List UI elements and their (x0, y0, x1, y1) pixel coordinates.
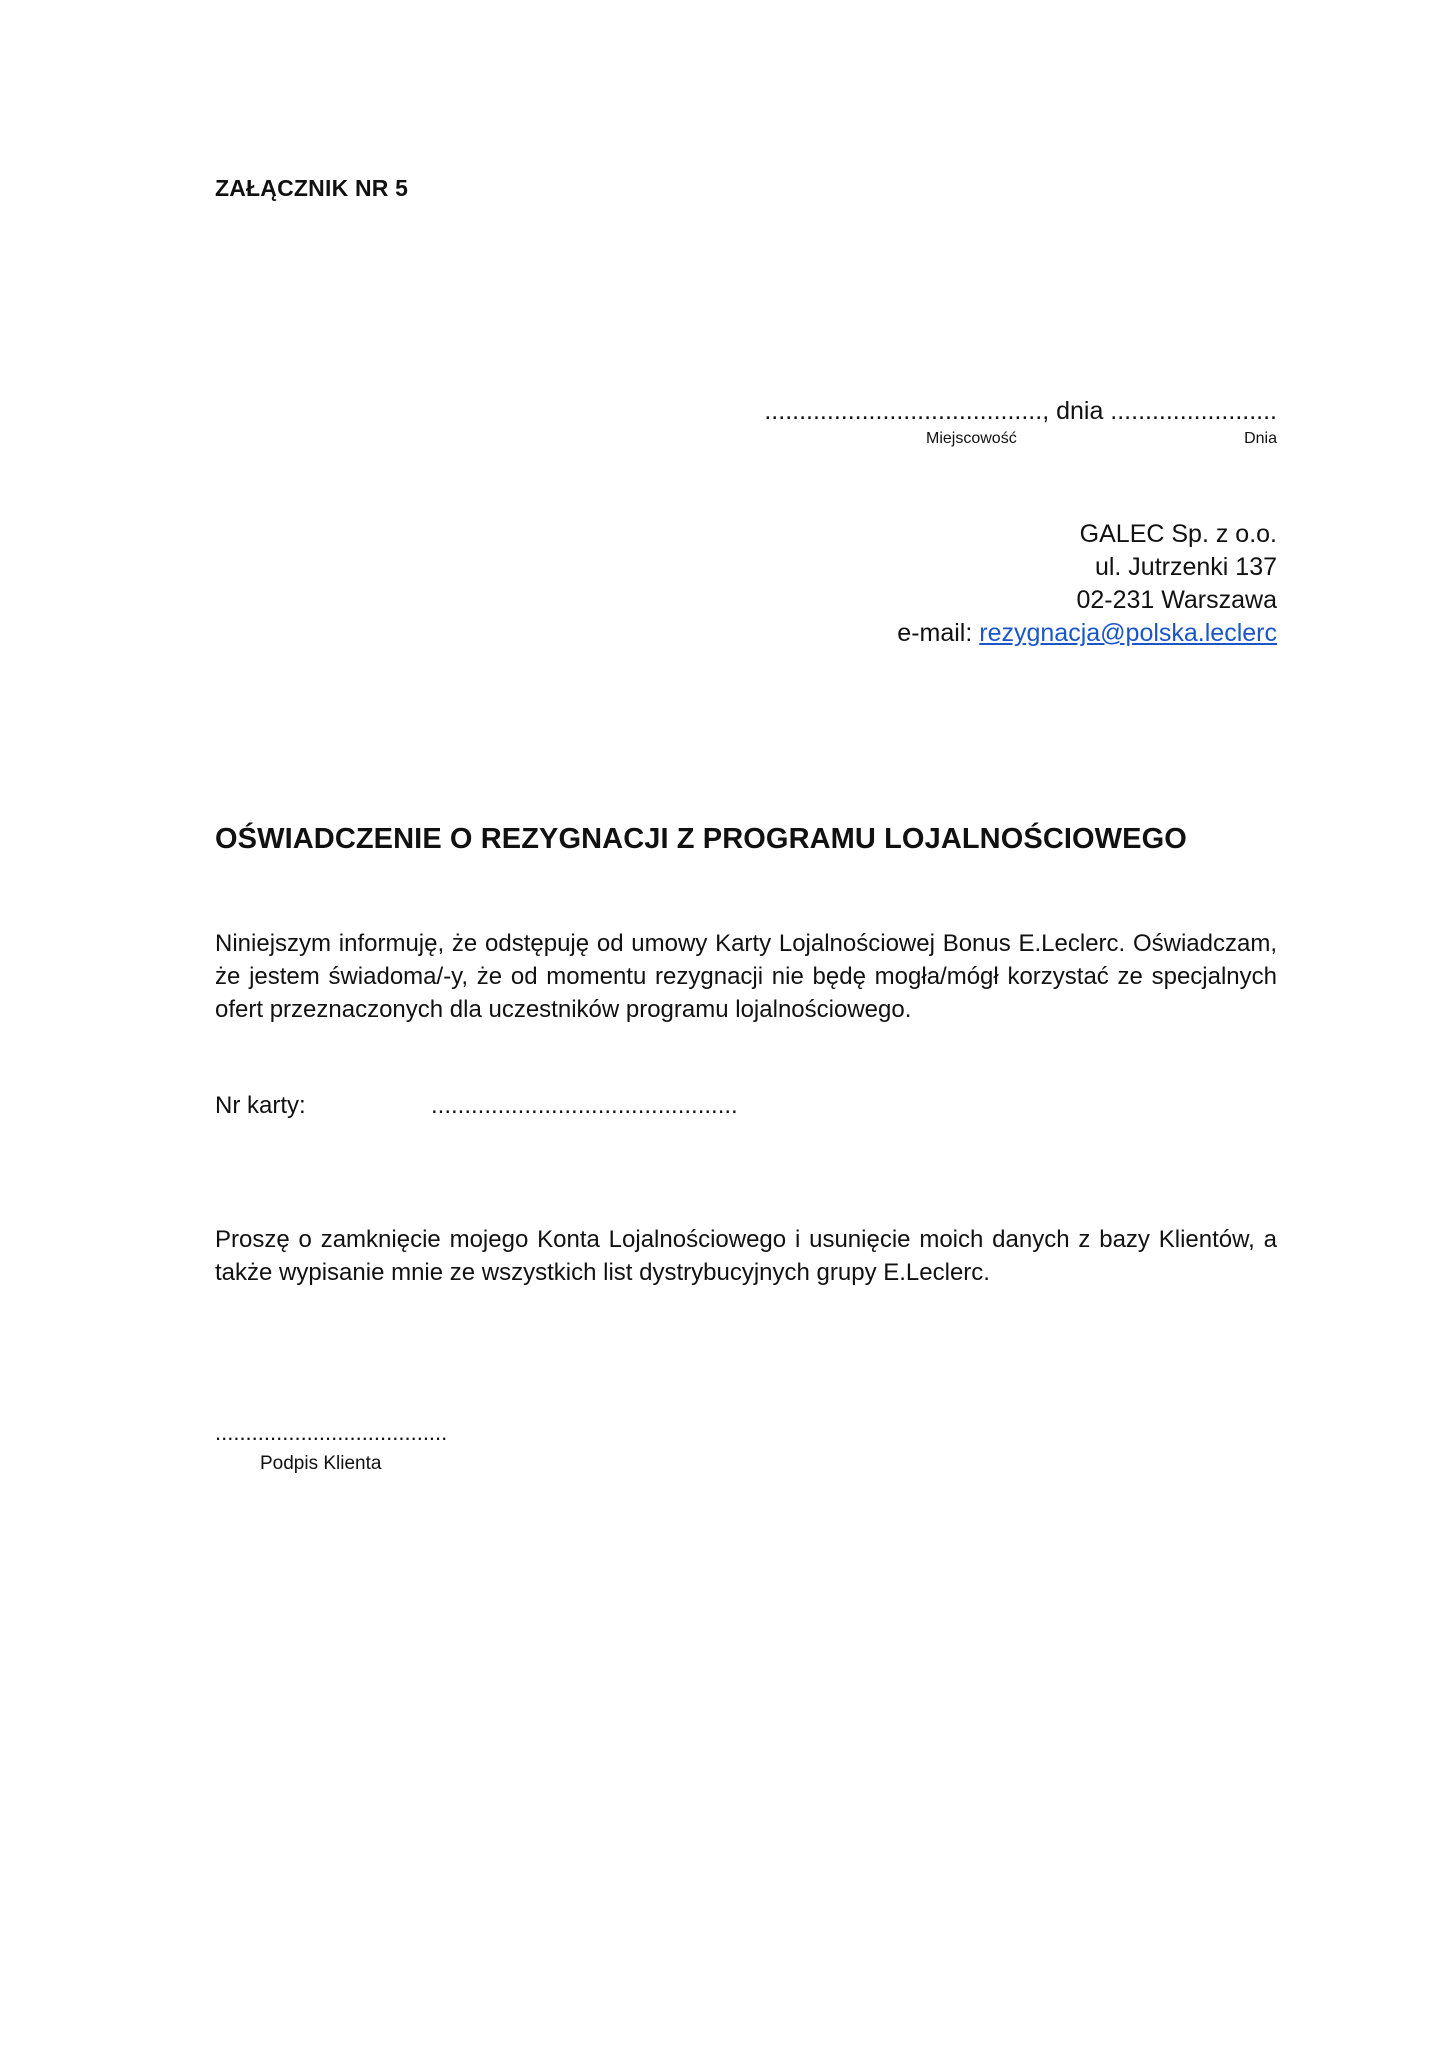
recipient-street: ul. Jutrzenki 137 (1094, 553, 1277, 581)
signature-line: ...................................... (215, 1420, 448, 1445)
recipient-company: GALEC Sp. z o.o. (1079, 520, 1277, 548)
email-prefix: e-mail: (897, 619, 980, 647)
document-title: OŚWIADCZENIE O REZYGNACJI Z PROGRAMU LOJALNOŚCIOWEGO (215, 823, 1187, 855)
date-caption: Dnia (1244, 430, 1277, 447)
recipient-email-line (897, 617, 1277, 650)
recipient-city: 02-231 Warszawa (1076, 586, 1277, 614)
place-date-line: ........................................, dnia ........................ (764, 397, 1277, 425)
card-number-label: Nr karty: (215, 1092, 306, 1119)
email-link[interactable]: rezygnacja@polska.leclerc (979, 619, 1277, 647)
signature-caption: Podpis Klienta (260, 1453, 382, 1474)
declaration-paragraph: Niniejszym informuję, że odstępuję od umowy Karty Lojalnościowej Bonus E.Leclerc. Oświadczam, że jestem świadoma/-y, że od momentu rezygnacji nie będę mogła/mógł korzystać ze specjalnych ofert przeznaczonych dla uczestników programu lojalnościowego. (215, 930, 1277, 1023)
request-paragraph: Proszę o zamknięcie mojego Konta Lojalnościowego i usunięcie moich danych z bazy Klientów, a także wypisanie mnie ze wszystkich list dystrybucyjnych grupy E.Leclerc. (215, 1226, 1277, 1286)
card-number-field: .............................................. (431, 1092, 738, 1119)
place-caption: Miejscowość (926, 430, 1017, 447)
annex-label: ZAŁĄCZNIK NR 5 (215, 175, 409, 201)
recipient-address (897, 518, 1277, 650)
